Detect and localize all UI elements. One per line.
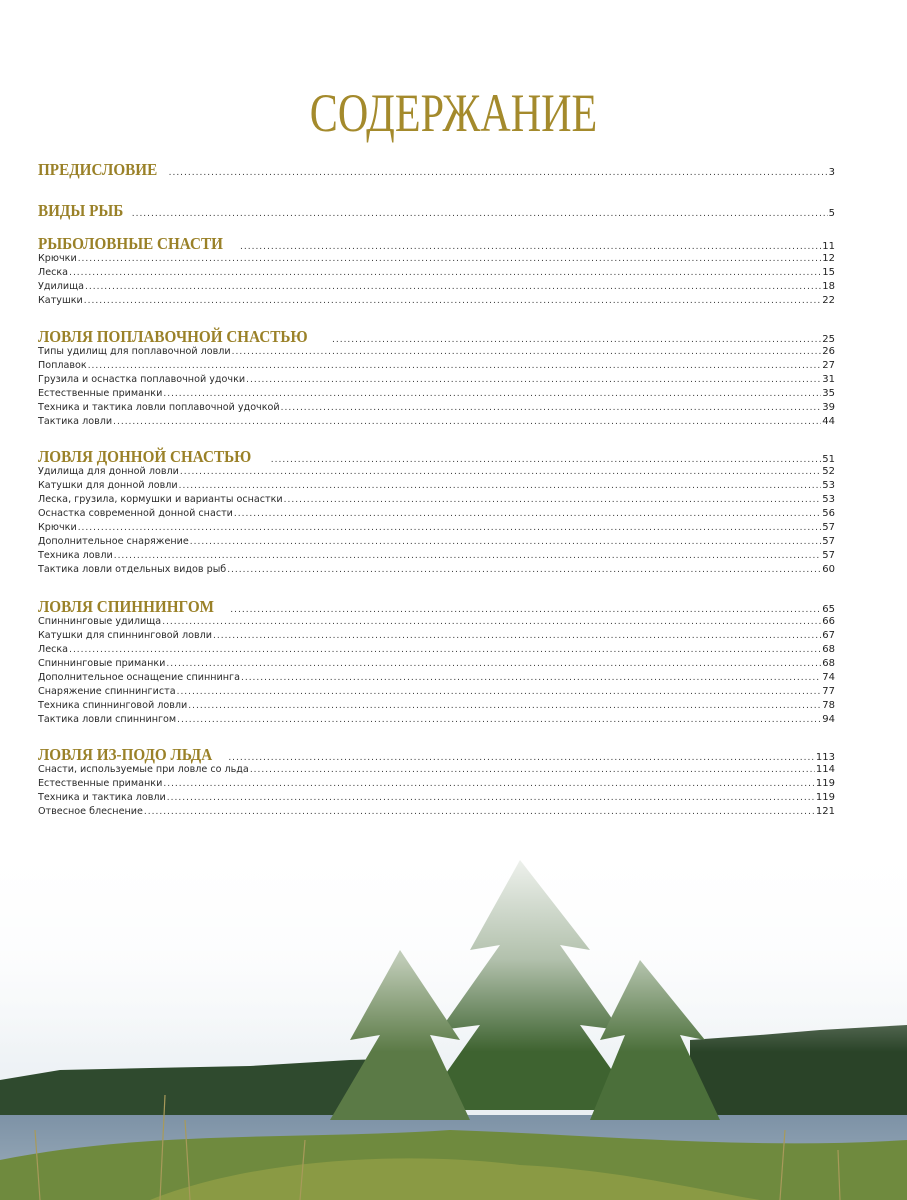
dot-leader: [246, 373, 821, 387]
dot-leader: [228, 753, 815, 763]
page-number: 15: [822, 267, 835, 278]
toc-section: [38, 234, 835, 308]
page-number: 52: [822, 466, 835, 477]
toc-section: [38, 327, 835, 429]
entry-title: Тактика ловли отдельных видов рыб: [38, 564, 227, 575]
toc-entry[interactable]: [38, 465, 835, 479]
page-number: 31: [822, 374, 835, 385]
entry-title: Типы удилищ для поплавочной ловли: [38, 346, 231, 357]
dot-leader: [78, 252, 822, 266]
entry-title: Крючки: [38, 253, 77, 264]
entry-title: Катушки для спиннинговой ловли: [38, 630, 212, 641]
page-number: 51: [822, 454, 835, 465]
page-number: 26: [822, 346, 835, 357]
page-number: 11: [822, 241, 835, 252]
toc-entry[interactable]: [38, 345, 835, 359]
page-number: 44: [822, 416, 835, 427]
lake-landscape-photo: [0, 830, 907, 1200]
page-number: 57: [822, 522, 835, 533]
entry-title: Тактика ловли спиннингом: [38, 714, 177, 725]
toc-entry[interactable]: [38, 763, 835, 777]
dot-leader: [240, 242, 821, 252]
dot-leader: [180, 465, 821, 479]
entry-title: Катушки: [38, 295, 83, 306]
page-number: 5: [828, 208, 835, 219]
dot-leader: [84, 294, 822, 308]
dot-leader: [166, 657, 821, 671]
toc-entry[interactable]: [38, 479, 835, 493]
dot-leader: [144, 805, 815, 819]
entry-title: ПРЕДИСЛОВИЕ: [38, 160, 158, 179]
page-number: 60: [822, 564, 835, 575]
page-number: 12: [822, 253, 835, 264]
page-number: 3: [828, 167, 835, 178]
toc-entry[interactable]: [38, 294, 835, 308]
toc-section: [38, 597, 835, 727]
dot-leader: [230, 605, 821, 615]
dot-leader: [85, 280, 821, 294]
toc-entry[interactable]: [38, 629, 835, 643]
dot-leader: [179, 479, 822, 493]
entry-title: ЛОВЛЯ ДОННОЙ СНАСТЬЮ: [38, 447, 252, 466]
toc-entry[interactable]: [38, 643, 835, 657]
entry-title: Оснастка современной донной снасти: [38, 508, 233, 519]
page-number: 113: [815, 752, 835, 763]
page-number: 67: [822, 630, 835, 641]
toc-entry[interactable]: [38, 535, 835, 549]
dot-leader: [234, 507, 821, 521]
toc-entry[interactable]: [38, 671, 835, 685]
page-number: 18: [822, 281, 835, 292]
page-number: 53: [822, 480, 835, 491]
toc-section: [38, 160, 835, 178]
toc-entry[interactable]: [38, 373, 835, 387]
dot-leader: [167, 791, 815, 805]
entry-title: ЛОВЛЯ ПОПЛАВОЧНОЙ СНАСТЬЮ: [38, 327, 308, 346]
entry-title: Крючки: [38, 522, 77, 533]
dot-leader: [169, 168, 828, 178]
page-number: 119: [815, 792, 835, 803]
toc-entry[interactable]: [38, 415, 835, 429]
page-number: 68: [822, 644, 835, 655]
toc-entry[interactable]: [38, 266, 835, 280]
dot-leader: [114, 549, 822, 563]
page-number: 53: [822, 494, 835, 505]
dot-leader: [284, 493, 822, 507]
entry-title: Техника и тактика ловли поплавочной удочкой: [38, 402, 280, 413]
toc-entry[interactable]: [38, 777, 835, 791]
toc-section: [38, 745, 835, 819]
page-number: 77: [822, 686, 835, 697]
dot-leader: [69, 643, 821, 657]
entry-title: ЛОВЛЯ ИЗ-ПОДО ЛЬДА: [38, 745, 213, 764]
entry-title: Снасти, используемые при ловле со льда: [38, 764, 249, 775]
entry-title: ВИДЫ РЫБ: [38, 201, 124, 220]
toc-section: [38, 201, 835, 219]
page-number: 35: [822, 388, 835, 399]
page-number: 57: [822, 550, 835, 561]
page-number: 66: [822, 616, 835, 627]
entry-title: Естественные приманки: [38, 778, 163, 789]
entry-title: Удилища для донной ловли: [38, 466, 179, 477]
page-number: 94: [822, 714, 835, 725]
page-number: 65: [822, 604, 835, 615]
dot-leader: [190, 535, 822, 549]
page-number: 114: [815, 764, 835, 775]
dot-leader: [271, 455, 822, 465]
entry-title: Леска, грузила, кормушки и варианты оснастки: [38, 494, 283, 505]
toc-entry[interactable]: [38, 549, 835, 563]
section-heading[interactable]: [38, 745, 835, 763]
page-number: 27: [822, 360, 835, 371]
toc-entry[interactable]: [38, 713, 835, 727]
toc-entry[interactable]: [38, 791, 835, 805]
entry-title: Техника и тактика ловли: [38, 792, 166, 803]
toc-entry[interactable]: [38, 657, 835, 671]
dot-leader: [69, 266, 821, 280]
entry-title: Естественные приманки: [38, 388, 163, 399]
page-number: 119: [815, 778, 835, 789]
section-heading[interactable]: [38, 597, 835, 615]
entry-title: Спиннинговые удилища: [38, 616, 162, 627]
dot-leader: [213, 629, 821, 643]
toc-entry[interactable]: [38, 280, 835, 294]
entry-title: Тактика ловли: [38, 416, 113, 427]
toc-entry[interactable]: [38, 805, 835, 819]
page-title: СОДЕРЖАНИЕ: [309, 83, 598, 143]
section-heading[interactable]: [38, 447, 835, 465]
entry-title: Техника ловли: [38, 550, 113, 561]
dot-leader: [177, 685, 822, 699]
toc-entry[interactable]: [38, 699, 835, 713]
page-number: 57: [822, 536, 835, 547]
dot-leader: [78, 521, 822, 535]
dot-leader: [232, 345, 822, 359]
toc-entry[interactable]: [38, 615, 835, 629]
entry-title: ЛОВЛЯ СПИННИНГОМ: [38, 597, 214, 616]
section-heading[interactable]: [38, 201, 835, 219]
page-number: 22: [822, 295, 835, 306]
dot-leader: [113, 415, 821, 429]
entry-title: Спиннинговые приманки: [38, 658, 166, 669]
toc-section: [38, 447, 835, 577]
page-number: 39: [822, 402, 835, 413]
dot-leader: [250, 763, 815, 777]
toc-entry[interactable]: [38, 563, 835, 577]
dot-leader: [162, 615, 821, 629]
page-number: 25: [822, 334, 835, 345]
entry-title: Техника спиннинговой ловли: [38, 700, 188, 711]
dot-leader: [163, 387, 821, 401]
page-number: 74: [822, 672, 835, 683]
entry-title: Леска: [38, 267, 69, 278]
dot-leader: [281, 401, 822, 415]
entry-title: Поплавок: [38, 360, 87, 371]
toc-entry[interactable]: [38, 252, 835, 266]
toc-entry[interactable]: [38, 521, 835, 535]
entry-title: Дополнительное снаряжение: [38, 536, 189, 547]
dot-leader: [163, 777, 815, 791]
dot-leader: [132, 209, 828, 219]
section-heading[interactable]: [38, 327, 835, 345]
entry-title: Снаряжение спиннингиста: [38, 686, 176, 697]
entry-title: Грузила и оснастка поплавочной удочки: [38, 374, 246, 385]
toc-entry[interactable]: [38, 359, 835, 373]
dot-leader: [332, 335, 821, 345]
entry-title: Удилища: [38, 281, 84, 292]
page-number: 121: [815, 806, 835, 817]
entry-title: Катушки для донной ловли: [38, 480, 178, 491]
dot-leader: [88, 359, 822, 373]
entry-title: РЫБОЛОВНЫЕ СНАСТИ: [38, 234, 223, 253]
toc-entry[interactable]: [38, 387, 835, 401]
toc-entry[interactable]: [38, 493, 835, 507]
entry-title: Дополнительное оснащение спиннинга: [38, 672, 240, 683]
dot-leader: [241, 671, 821, 685]
page-number: 56: [822, 508, 835, 519]
toc-entry[interactable]: [38, 401, 835, 415]
page-number: 68: [822, 658, 835, 669]
toc-entry[interactable]: [38, 685, 835, 699]
toc-entry[interactable]: [38, 507, 835, 521]
dot-leader: [188, 699, 821, 713]
section-heading[interactable]: [38, 160, 835, 178]
page-number: 78: [822, 700, 835, 711]
dot-leader: [227, 563, 821, 577]
entry-title: Леска: [38, 644, 69, 655]
section-heading[interactable]: [38, 234, 835, 252]
dot-leader: [177, 713, 821, 727]
entry-title: Отвесное блеснение: [38, 806, 143, 817]
